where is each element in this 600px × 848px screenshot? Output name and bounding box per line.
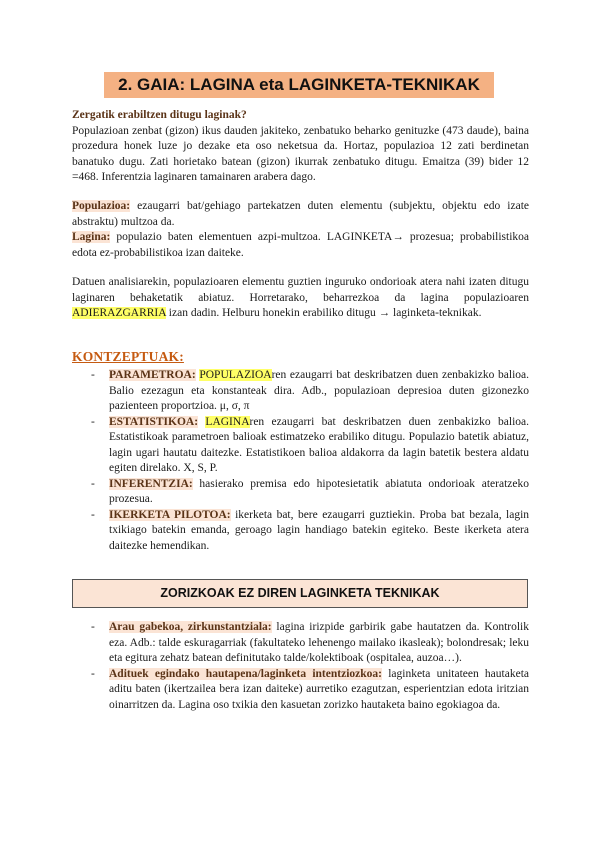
definition-text-lagina: populazio baten elementuen azpi-multzoa. LAGINKETA→ prozesua; probabilistikoa edota ez-probabilistikoa izan daiteke. <box>72 231 529 259</box>
list-dash: - <box>91 508 95 521</box>
analysis-text-after: izan dadin. Helburu honekin erabiliko ditugu → laginketa-teknikak. <box>165 307 482 319</box>
concept-item-inferentzia <box>72 477 529 508</box>
technique-term: Adituek egindako hautapena/laginketa intentziozkoa: <box>109 667 382 680</box>
concept-term: PARAMETROA: <box>109 369 196 381</box>
list-dash: - <box>91 369 95 381</box>
page-title: 2. GAIA: LAGINA eta LAGINKETA-TEKNIKAK <box>118 75 480 94</box>
concept-text: ikerketa bat, bere ezaugarri guztiekin. Proba bat bezala, lagin txikiago batekin emanda, geroago lagin handiago batekin egiteko. Beste ikerketa atera daitezke hemendikan. <box>109 508 530 552</box>
list-dash: - <box>91 667 95 680</box>
intro-question: Zergatik erabiltzen ditugu laginak? <box>72 109 247 121</box>
concept-text: ren ezaugarri bat deskribatzen duen zenbakizko balioa. Estatistikoak parametroen balioak estimatzeko erabiliko ditugu. Populazio batetik abiatuz, lagin ugari hautatu daitezke. Estatistikoen balioa aldakorra da lagin batetik bestera aldatu egiten direlako. X, S, P. <box>109 415 530 474</box>
concept-text: hasierako premisa edo hipotesietatik abiatuta ondorioak ateratzeko prozesua. <box>109 477 529 505</box>
list-dash: - <box>91 621 95 633</box>
concept-item-parametroa <box>72 368 529 415</box>
concept-item-ikerketa-pilotoa <box>72 508 529 555</box>
concept-term: INFERENTZIA: <box>109 477 193 490</box>
technique-item-intentziozkoa <box>72 667 529 714</box>
definition-text-populazioa: ezaugarri bat/gehiago partekatzen duten elementu (subjektu, objektu edo izate abstraktu) multzoa da. <box>72 200 529 228</box>
nonrandom-list <box>72 620 529 713</box>
concept-highlight: LAGINA <box>205 415 250 428</box>
nonrandom-heading: ZORIZKOAK EZ DIREN LAGINKETA TEKNIKAK <box>160 586 440 600</box>
definition-term-populazioa: Populazioa: <box>72 200 131 212</box>
analysis-paragraph <box>72 275 529 322</box>
concept-highlight: POPULAZIOA <box>199 369 272 381</box>
intro-paragraph: Populazioan zenbat (gizon) ikus dauden jakiteko, zenbatuko beharko genituzke (473 daude), baina prozedura honek luze jo dezake eta oso neketsua da. Hortaz, populazioa 12 zati berdinetan banatuko dugu. Zati horietako batean (gizon) ikurrak zenbatuko ditugu. Emaitza (39) bider 12 =468. Inferentzia laginaren tamainaren arabera dago. <box>72 124 529 183</box>
definition-populazioa <box>72 199 529 230</box>
analysis-highlight: ADIERAZGARRIA <box>72 307 166 319</box>
technique-text: lagina irizpide garbirik gabe hautatzen da. Kontrolik eza. Adb.: talde eskuragarriak (fakultateko lehenengo mailako ikasleak); bolondresak; leku eta egitura zehatz batean definitutako talde/kolektiboak (ospitalea, auzoa…). <box>109 621 529 664</box>
definitions-section <box>72 199 529 261</box>
technique-text: laginketa unitateen hautaketa aditu baten (ikertzailea bera izan daiteke) aurretiko ezagutzan, esperientzian edota iritzian oinarritzen da. Lagina oso txikia den kasuetan zorizko hautaketa baino egokiagoa da. <box>109 667 529 711</box>
list-dash: - <box>91 415 95 428</box>
technique-term: Arau gabekoa, zirkunstantziala: <box>109 621 272 633</box>
analysis-text-before: Datuen analisiarekin, populazioaren elementu guztien inguruko ondorioak atera nahi izaten ditugu laginaren behaketatik abiatuz. Horretarako, beharrezkoa da lagina populazioaren <box>72 276 529 304</box>
technique-item-arau-gabekoa <box>72 620 529 667</box>
concepts-heading: KONTZEPTUAK: <box>72 349 184 364</box>
title-banner <box>104 72 494 98</box>
concept-term: ESTATISTIKOA: <box>109 415 199 428</box>
concept-item-estatistikoa <box>72 415 529 477</box>
definition-term-lagina: Lagina: <box>72 231 111 243</box>
list-dash: - <box>91 477 95 490</box>
concept-term: IKERKETA PILOTOA: <box>109 508 231 521</box>
intro-section <box>72 108 529 186</box>
concepts-list <box>72 368 529 554</box>
definition-lagina <box>72 230 529 261</box>
concept-text: ren ezaugarri bat deskribatzen duen zenbakizko balioa. Balio ezezagun eta konstanteak dira. Adb., populazioan depresioa duten gizonezko pazienteen proportzioa. μ, σ, π <box>109 369 529 412</box>
nonrandom-section-banner <box>72 579 528 608</box>
